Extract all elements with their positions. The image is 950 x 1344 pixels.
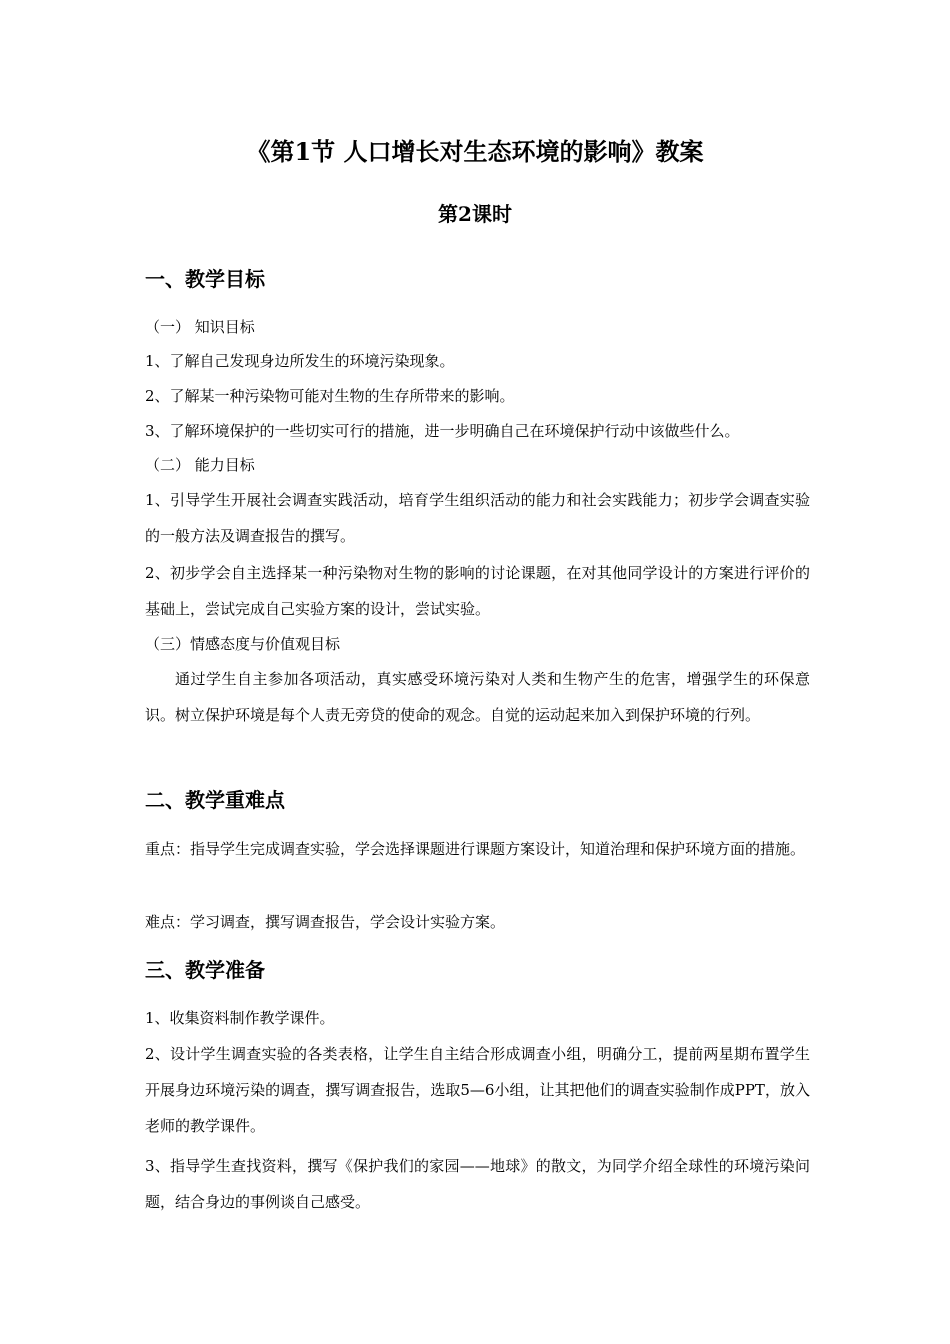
preparation-item: 3、指导学生查找资料，撰写《保护我们的家园——地球》的散文，为同学介绍全球性的环境污染问题，结合身边的事例谈自己感受。 [145,1157,810,1211]
attitude-paragraph: 通过学生自主参加各项活动，真实感受环境污染对人类和生物产生的危害，增强学生的环保意识。树立保护环境是每个人责无旁贷的使命的观念。自觉的运动起来加入到保护环境的行列。 [145,670,810,724]
difficult-point-paragraph: 难点：学习调查，撰写调查报告，学会设计实验方案。 [145,913,506,931]
key-point-paragraph: 重点：指导学生完成调查实验，学会选择课题进行课题方案设计，知道治理和保护环境方面的措施。 [145,840,806,858]
preparation-item: 1、收集资料制作教学课件。 [145,1009,335,1027]
knowledge-objectives-label: （一） 知识目标 [145,318,255,336]
knowledge-item: 1、了解自己发现身边所发生的环境污染现象。 [145,352,455,370]
preparation-item: 2、设计学生调查实验的各类表格，让学生自主结合形成调查小组，明确分工，提前两星期布置学生开展身边环境污染的调查，撰写调查报告，选取5—6小组，让其把他们的调查实验制作成PPT，放入老师的教学课件。 [145,1045,810,1135]
section-heading-objectives: 一、教学目标 [145,267,265,291]
knowledge-item: 2、了解某一种污染物可能对生物的生存所带来的影响。 [145,387,515,405]
ability-objectives-label: （二） 能力目标 [145,456,255,474]
ability-item: 1、引导学生开展社会调查实践活动，培育学生组织活动的能力和社会实践能力；初步学会调查实验的一般方法及调查报告的撰写。 [145,491,810,545]
knowledge-item: 3、了解环境保护的一些切实可行的措施，进一步明确自己在环境保护行动中该做些什么。 [145,422,740,440]
attitude-objectives-label: （三）情感态度与价值观目标 [145,635,341,653]
ability-item: 2、初步学会自主选择某一种污染物对生物的影响的讨论课题，在对其他同学设计的方案进行评价的基础上，尝试完成自己实验方案的设计，尝试实验。 [145,564,810,618]
document-title: 《第1节 人口增长对生态环境的影响》教案 [246,137,704,166]
section-heading-key-difficult: 二、教学重难点 [145,788,285,812]
section-heading-preparation: 三、教学准备 [145,958,265,982]
document-subtitle: 第2课时 [438,202,512,226]
